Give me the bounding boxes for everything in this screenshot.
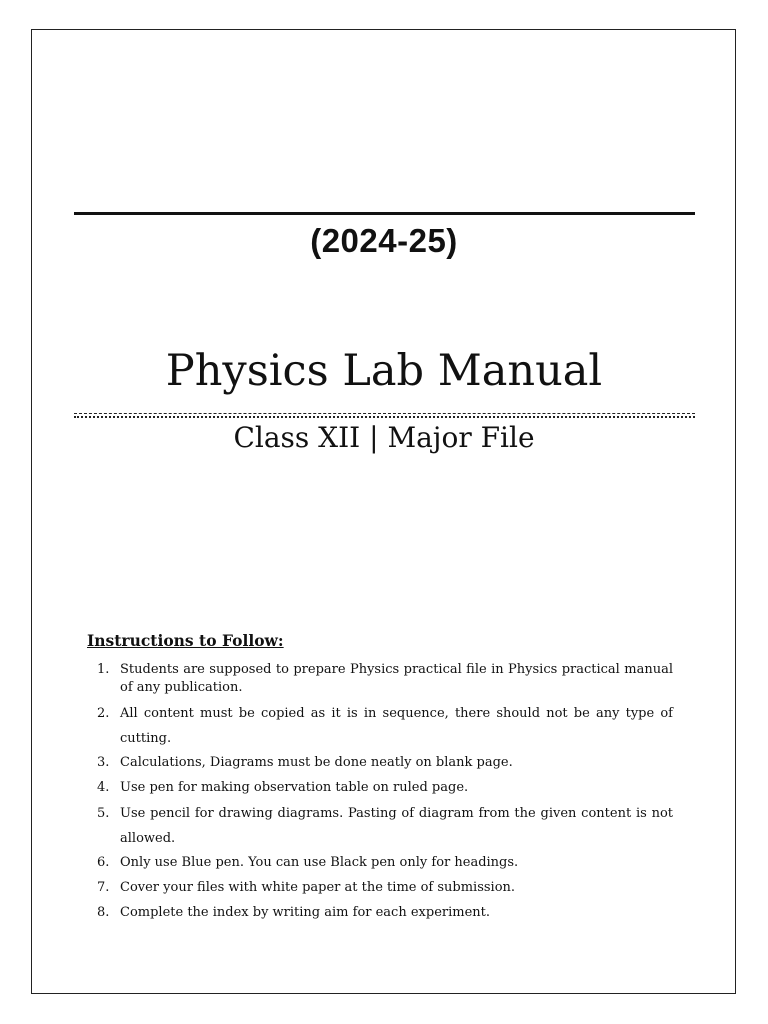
document-title: Physics Lab Manual xyxy=(165,346,603,396)
instruction-text: Use pencil for drawing diagrams. Pasting of diagram from the given content is not allowed. xyxy=(120,806,673,846)
instruction-item xyxy=(87,801,673,851)
instruction-item xyxy=(87,661,673,697)
instruction-item xyxy=(87,904,673,922)
instructions-heading: Instructions to Follow: xyxy=(87,631,284,650)
instruction-item xyxy=(87,879,673,897)
instruction-text: Use pen for making observation table on ruled page. xyxy=(120,780,469,795)
instruction-text: Cover your files with white paper at the time of submission. xyxy=(120,880,516,895)
instruction-number: 1. xyxy=(97,662,110,677)
instruction-text: Calculations, Diagrams must be done neatly on blank page. xyxy=(120,755,513,770)
dashed-divider xyxy=(74,413,695,418)
instruction-number: 3. xyxy=(97,755,110,770)
instruction-item xyxy=(87,779,673,797)
instruction-number: 7. xyxy=(97,880,110,895)
academic-year: (2024-25) xyxy=(310,222,458,259)
document-subtitle: Class XII | Major File xyxy=(233,421,535,454)
instruction-text: All content must be copied as it is in sequence, there should not be any type of cutting. xyxy=(120,706,673,746)
instruction-text: Students are supposed to prepare Physics practical file in Physics practical manual of any publication. xyxy=(120,662,673,695)
instruction-number: 2. xyxy=(97,706,110,721)
instruction-number: 4. xyxy=(97,780,110,795)
instruction-list xyxy=(87,661,673,929)
top-horizontal-rule xyxy=(74,212,695,215)
instruction-text: Complete the index by writing aim for each experiment. xyxy=(120,905,491,920)
instruction-item xyxy=(87,701,673,751)
instruction-text: Only use Blue pen. You can use Black pen only for headings. xyxy=(120,855,519,870)
dotted-line xyxy=(74,416,695,418)
dashed-line xyxy=(74,413,695,414)
instruction-number: 8. xyxy=(97,905,110,920)
instruction-number: 5. xyxy=(97,806,110,821)
instruction-item xyxy=(87,754,673,772)
instruction-number: 6. xyxy=(97,855,110,870)
instruction-item xyxy=(87,854,673,872)
